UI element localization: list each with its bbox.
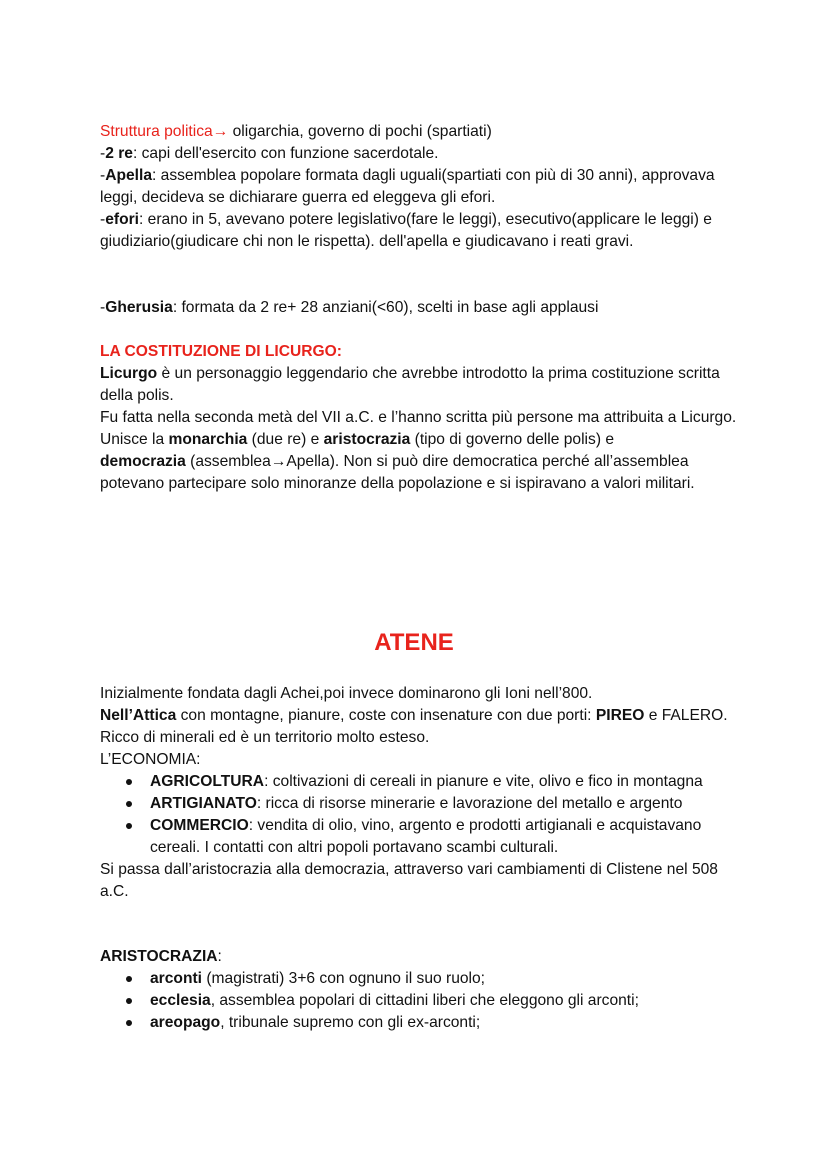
political-structure-section	[100, 121, 740, 253]
dash: -	[100, 211, 106, 228]
aristocrazia-heading	[100, 946, 740, 968]
list-term: COMMERCIO	[150, 817, 249, 834]
licurgo-sentence-3	[100, 429, 740, 495]
list-item	[100, 793, 740, 815]
aristocrazia-term: aristocrazia	[323, 431, 411, 448]
text-run: e FALERO. Ricco di minerali ed è un territorio molto esteso.	[100, 707, 728, 746]
pireo-term: PIREO	[595, 707, 645, 724]
bullet-icon	[126, 801, 132, 807]
list-term: AGRICOLTURA	[150, 773, 265, 790]
list-item	[100, 968, 740, 990]
re-term: 2 re	[105, 145, 133, 162]
passaggio-line: Si passa dall’aristocrazia alla democrazia, attraverso vari cambiamenti di Clistene nel 508 a.C.	[100, 861, 718, 900]
list-text: , assemblea popolari di cittadini liberi che eleggono gli arconti;	[210, 992, 639, 1009]
licurgo-sentence-2: Fu fatta nella seconda metà del VII a.C. e l’hanno scritta più persone ma attribuita a Licurgo.	[100, 409, 737, 426]
licurgo-section	[100, 341, 740, 495]
list-item	[100, 815, 740, 859]
atene-intro: Inizialmente fondata dagli Achei,poi invece dominarono gli Ioni nell’800.	[100, 685, 593, 702]
monarchia-term: monarchia	[168, 431, 248, 448]
apella-text: : assemblea popolare formata dagli uguali(spartiati con più di 30 anni), approvava leggi, decideva se dichiarare guerra ed eleggeva gli efori.	[100, 167, 715, 206]
apella-line	[100, 165, 740, 209]
list-term: ecclesia	[150, 992, 211, 1009]
bullet-icon	[126, 998, 132, 1004]
efori-term: efori	[105, 211, 139, 228]
dash: -	[100, 299, 106, 316]
licurgo-term: Licurgo	[100, 365, 158, 382]
list-text: : coltivazioni di cereali in pianure e vite, olivo e fico in montagna	[264, 773, 703, 790]
structure-text: oligarchia, governo di pochi (spartiati)	[228, 123, 492, 140]
gherusia-term: Gherusia	[105, 299, 173, 316]
text-run: con montagne, pianure, coste con insenature con due porti:	[176, 707, 596, 724]
list-text: , tribunale supremo con gli ex-arconti;	[220, 1014, 481, 1031]
list-item	[100, 990, 740, 1012]
attica-term: Nell’Attica	[100, 707, 177, 724]
list-item	[100, 771, 740, 793]
licurgo-heading: LA COSTITUZIONE DI LICURGO:	[100, 343, 342, 360]
list-text: (magistrati) 3+6 con ognuno il suo ruolo;	[202, 970, 486, 987]
list-item	[100, 1012, 740, 1034]
apella-term: Apella	[105, 167, 152, 184]
gherusia-text: : formata da 2 re+ 28 anziani(<60), scelti in base agli applausi	[172, 299, 599, 316]
aristocrazia-heading-text: ARISTOCRAZIA	[100, 948, 218, 965]
text-run: (due re) e	[247, 431, 324, 448]
efori-text: : erano in 5, avevano potere legislativo(fare le leggi), esecutivo(applicare le leggi) e giudiziario(giudicare chi non le rispetta). dell'apella e giudicavano i reati gravi.	[100, 211, 712, 250]
structure-label: Struttura politica→	[100, 123, 229, 140]
aristocrazia-section	[100, 946, 740, 1034]
text-run: (tipo di governo delle polis) e	[410, 431, 615, 448]
list-term: areopago	[150, 1014, 221, 1031]
re-line	[100, 143, 740, 165]
aristocrazia-list	[100, 968, 740, 1034]
bullet-icon	[126, 779, 132, 785]
list-text: : vendita di olio, vino, argento e prodotti artigianali e acquistavano cereali. I contatti con altri popoli portavano scambi culturali.	[150, 817, 702, 856]
gherusia-paragraph	[100, 297, 740, 319]
text-run: (assemblea→Apella). Non si può dire democratica perché all’assemblea potevano partecipare solo minoranze della popolazione e si ispiravano a valori militari.	[100, 453, 695, 492]
democrazia-term: democrazia	[100, 453, 186, 470]
dash: -	[100, 145, 106, 162]
bullet-icon	[126, 1020, 132, 1026]
structure-line	[100, 121, 740, 143]
efori-line	[100, 209, 740, 253]
text-run: Unisce la	[100, 431, 169, 448]
atene-section	[100, 683, 740, 903]
re-text: : capi dell'esercito con funzione sacerdotale.	[132, 145, 439, 162]
colon: :	[217, 948, 222, 965]
licurgo-sentence-1	[100, 363, 740, 407]
list-text: : ricca di risorse minerarie e lavorazione del metallo e argento	[256, 795, 683, 812]
list-term: arconti	[150, 970, 202, 987]
economia-list	[100, 771, 740, 859]
dash: -	[100, 167, 106, 184]
licurgo-text: è un personaggio leggendario che avrebbe introdotto la prima costituzione scritta della polis.	[100, 365, 720, 404]
bullet-icon	[126, 976, 132, 982]
list-term: ARTIGIANATO	[150, 795, 257, 812]
economia-label: L’ECONOMIA:	[100, 751, 201, 768]
attica-line	[100, 705, 740, 749]
section-title: ATENE	[374, 629, 454, 656]
bullet-icon	[126, 823, 132, 829]
